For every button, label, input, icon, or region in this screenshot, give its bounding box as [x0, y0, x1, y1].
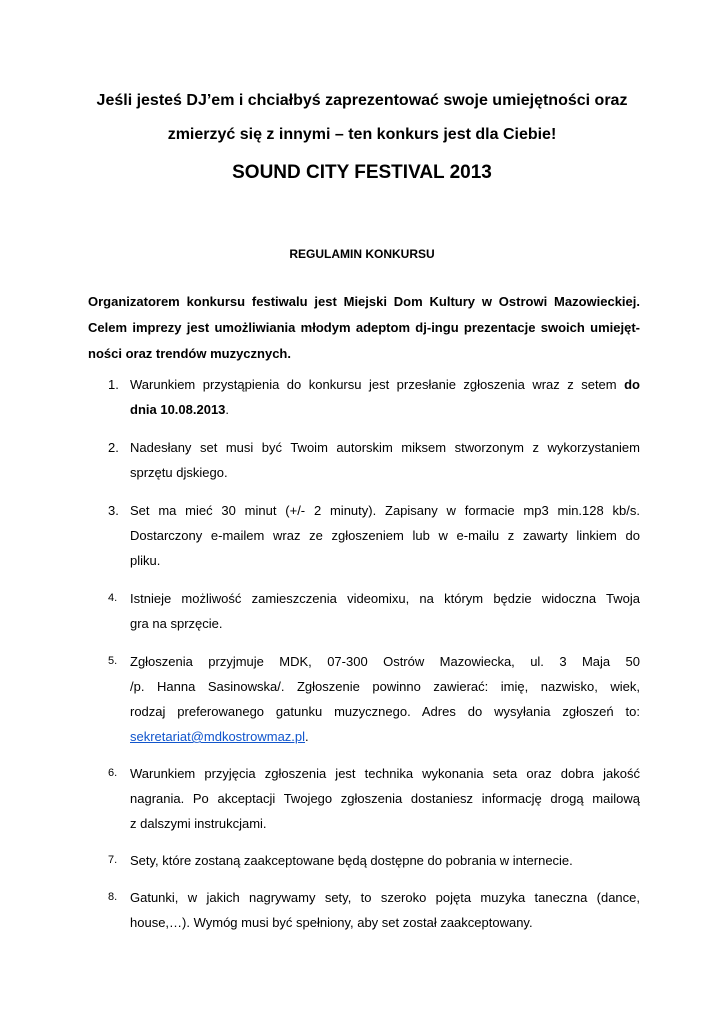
- rule-number: 1.: [108, 377, 119, 392]
- rule-text: sprzętu djskiego.: [130, 465, 228, 480]
- festival-title: SOUND CITY FESTIVAL 2013: [232, 162, 492, 183]
- rule-text: Sety, które zostaną zaakceptowane będą dostępne do pobrania w internecie.: [130, 853, 573, 868]
- rule-text: Warunkiem przyjęcia zgłoszenia jest technika wykonania seta oraz dobra jakość: [130, 766, 640, 781]
- rules-title: REGULAMIN KONKURSU: [289, 247, 435, 261]
- rule-text: [130, 397, 640, 422]
- rule-number: 7.: [108, 854, 118, 866]
- email-link[interactable]: sekretariat@mdkostrowmaz.pl: [130, 729, 306, 744]
- rule-number: 5.: [108, 655, 118, 667]
- organizer-paragraph: [88, 289, 640, 367]
- rule-number: 3.: [108, 503, 119, 518]
- rule-number: 2.: [108, 440, 119, 455]
- rule-item-6: [96, 761, 640, 836]
- rule-number: 4.: [108, 592, 118, 604]
- organizer-line-2: Celem imprezy jest umożliwiania młodym adeptom dj-ingu prezentacje swoich umiejęt-: [88, 320, 640, 335]
- rule-text-part: .: [225, 402, 230, 417]
- rule-text: gra na sprzęcie.: [130, 616, 223, 631]
- rule-text: nagrania. Po akceptacji Twojego zgłoszenia dostaniesz informację drogą mailową: [130, 791, 640, 806]
- rule-text-bold: do: [624, 377, 640, 392]
- rule-item-8: [96, 885, 640, 935]
- organizer-line-1: Organizatorem konkursu festiwalu jest Miejski Dom Kultury w Ostrowi Mazowieckiej.: [88, 294, 640, 309]
- rule-text: /p. Hanna Sasinowska/. Zgłoszenie powinno zawierać: imię, nazwisko, wiek,: [130, 679, 640, 694]
- rule-text: Nadesłany set musi być Twoim autorskim miksem stworzonym z wykorzystaniem: [130, 440, 640, 455]
- rule-text: Dostarczony e-mailem wraz ze zgłoszeniem lub w e-mailu z zawarty linkiem do: [130, 528, 640, 543]
- rule-item-1: [96, 372, 640, 422]
- rule-text: Zgłoszenia przyjmuje MDK, 07-300 Ostrów Mazowiecka, ul. 3 Maja 50: [130, 654, 640, 669]
- intro-heading: [80, 84, 644, 152]
- rule-text: pliku.: [130, 553, 161, 568]
- rule-number: 8.: [108, 891, 118, 903]
- rule-text-part: .: [305, 729, 309, 744]
- rule-text: Gatunki, w jakich nagrywamy sety, to szeroko pojęta muzyka taneczna (dance,: [130, 890, 640, 905]
- rule-item-3: [96, 498, 640, 573]
- rule-text: Set ma mieć 30 minut (+/- 2 minuty). Zapisany w formacie mp3 min.128 kb/s.: [130, 503, 640, 518]
- rule-text: rodzaj preferowanego gatunku muzycznego. Adres do wysyłania zgłoszeń to:: [130, 704, 640, 719]
- rule-text: [130, 372, 640, 397]
- rule-item-2: [96, 435, 640, 485]
- rule-date-bold: dnia 10.08.2013: [130, 402, 226, 417]
- rule-text: [130, 724, 640, 749]
- rule-text: house,…). Wymóg musi być spełniony, aby set został zaakceptowany.: [130, 915, 533, 930]
- rule-text-part: Warunkiem przystąpienia do konkursu jest przesłanie zgłoszenia wraz z setem: [130, 377, 625, 392]
- rule-item-7: [96, 848, 640, 873]
- rule-text: Istnieje możliwość zamieszczenia videomixu, na którym będzie widoczna Twoja: [130, 591, 640, 606]
- intro-line-2: zmierzyć się z innymi – ten konkurs jest dla Ciebie!: [167, 126, 557, 143]
- rule-item-5: [96, 649, 640, 749]
- rule-item-4: [96, 586, 640, 636]
- organizer-line-3: ności oraz trendów muzycznych.: [88, 346, 291, 361]
- rule-number: 6.: [108, 767, 118, 779]
- rule-text: z dalszymi instrukcjami.: [130, 816, 267, 831]
- intro-line-1: Jeśli jesteś DJ’em i chciałbyś zaprezentować swoje umiejętności oraz: [96, 92, 628, 109]
- rules-list: [96, 372, 640, 935]
